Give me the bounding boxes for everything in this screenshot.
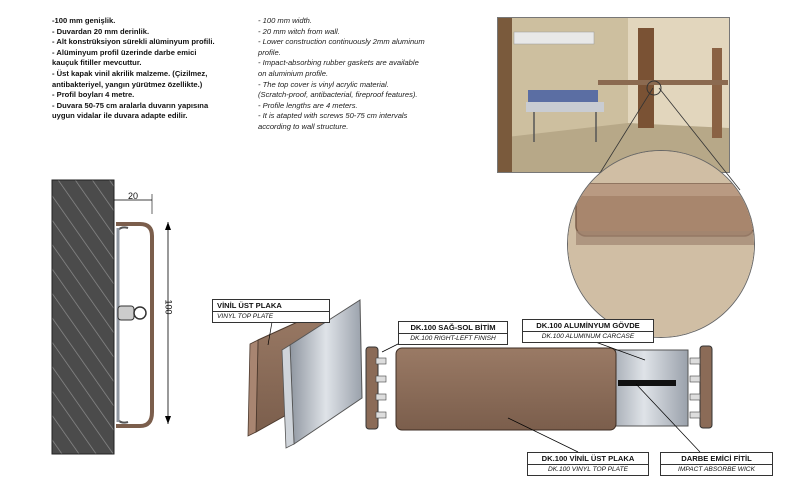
impact-wick-strip [618,380,676,386]
end-cap-right [690,346,712,428]
callout-title: DK.100 VİNİL ÜST PLAKA [541,454,635,463]
callout-vinyl-top-plate [212,299,330,323]
spec-tr-item: - Alt konstrüksiyon sürekli alüminyum profili. [52,37,215,47]
spec-tr-item: - Profil boyları 4 metre. [52,90,135,100]
callout-aluminium-carcase [522,319,654,343]
spec-en-item: - 100 mm width. [258,16,313,25]
spec-en-item: - 20 mm witch from wall. [258,26,340,36]
height-dimension-label: 100 [163,299,174,315]
rubber-gasket-section [118,306,134,320]
spec-tr-item: - Duvara 50-75 cm aralarla duvarın yapısına uygun vidalar ile duvara adapte edilir. [52,100,209,121]
spec-en-item: - Impact-absorbing rubber gaskets are available on aluminium profile. [258,58,419,78]
callout-subtitle: DK.100 VINYL TOP PLATE [528,464,648,474]
callout-title: DK.100 ALUMİNYUM GÖVDE [536,321,640,330]
wall-section [52,180,114,454]
end-cap-left [366,347,386,429]
callout-subtitle: DK.100 RIGHT-LEFT FINISH [399,333,507,343]
callout-title: DARBE EMİCİ FİTİL [681,454,752,463]
spec-en-item: - The top cover is vinyl acrylic material. (Scratch-proof, antibacterial, fireproof features). [258,79,418,100]
spec-tr-item: -100 mm genişlik. [52,16,116,25]
callout-subtitle: IMPACT ABSORBE WICK [661,464,772,474]
spec-tr-item: - Alüminyum profil üzerinde darbe emici kauçuk fitiller mevcuttur. [52,47,197,68]
callout-right-left-finish [398,321,508,345]
dk100-vinyl-plate-drawing [396,348,616,430]
callout-impact-wick [660,452,773,476]
spec-en-item: - It is atapted with screws 50-75 cm intervals according to wall structure. [258,111,408,131]
spec-tr-item: - Üst kapak vinil akrilik malzeme. (Çizilmez, antibakteriyel, yangın yürütmez özellikte.) [52,68,208,89]
callout-subtitle: DK.100 ALUMINUM CARCASE [523,331,653,341]
callout-dk100-vinyl-plate [527,452,649,476]
spec-en-item: - Lower construction continuously 2mm aluminum profile. [258,37,425,57]
spec-en-item: - Profile lengths are 4 meters. [258,100,358,110]
profile-zoom-detail [567,150,755,338]
callout-title: DK.100 SAĞ-SOL BİTİM [410,323,496,332]
callout-subtitle: VINYL TOP PLATE [213,311,329,321]
depth-dimension-label: 20 [128,191,139,201]
spec-tr-item: - Duvardan 20 mm derinlik. [52,26,150,36]
profile-cover-section [116,224,152,426]
callout-title: VİNİL ÜST PLAKA [217,301,282,310]
